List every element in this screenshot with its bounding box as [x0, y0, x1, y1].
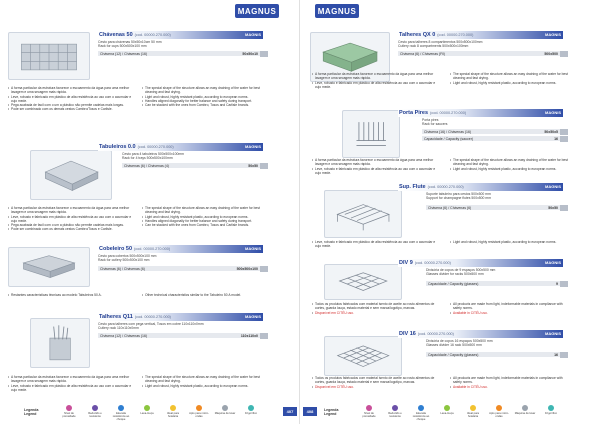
spec-label: Chávena (12) / Chávenas (16)	[100, 52, 148, 56]
pack-marker	[260, 333, 268, 339]
legend-swatch	[170, 405, 176, 411]
product-title-bar	[398, 259, 563, 267]
bullet: • Pega acabada de facil com o um a plástico não permite cadeias mais longas.	[8, 103, 136, 107]
bullet: • All products are made from light, indeformable materials in compliance with safety norms.	[450, 302, 572, 311]
desc-line: Glasses divider 16 rack 500x500 mm	[426, 343, 482, 348]
brand-logo-text: MAGNUS	[317, 6, 357, 16]
product-description	[398, 40, 563, 49]
spec-qty: 500x500	[544, 52, 558, 56]
bullet: • Light and robust, highly resistant plastic, according to european norms.	[450, 167, 572, 171]
legend-item	[358, 405, 380, 418]
desc-line: Divisória de copos 16 espaços 500x500 mm	[426, 339, 493, 343]
legend-item	[514, 405, 536, 415]
bullet: • The special shape of the structure allows an easy draining of the water for best cleaning and fast drying.	[142, 375, 268, 384]
product-ref: (cod. 00000.270.000)	[430, 111, 467, 115]
legend-text: Apto para micro-ondas	[189, 412, 209, 418]
legend-swatch	[522, 405, 528, 411]
bullets-en	[142, 293, 268, 297]
bullet: • Restantes características técnicas ao modelo Tabuleiros 50 A.	[8, 293, 136, 297]
product-brand: MAGNIS	[545, 331, 561, 336]
spec-row	[98, 50, 268, 56]
bullet: • Light and robust, highly resistant plastic, according to european norms.	[450, 240, 572, 244]
pack-marker	[560, 281, 568, 287]
bullets-en	[450, 376, 572, 389]
spec-qty: 50x50x5	[544, 130, 558, 134]
product-ref: (cod. 00000.270.000)	[134, 33, 171, 37]
brand-logo	[235, 4, 279, 18]
legend-item	[188, 405, 210, 418]
product-name: DIV 16	[399, 331, 416, 337]
bullet: • A forma particular da estrutura favorece o escoamento da água para uma melhor lavagem e uma secagem mais rápida.	[8, 375, 136, 384]
spec-label: Chávenas (6) / Chávenas (4)	[124, 164, 169, 168]
bullet: • Leve, robusto e fabricado em plástico de alta resistência ao uso com o acumular e cujo mede.	[312, 240, 440, 249]
product-ref: (cod. 00000.270.000)	[417, 332, 454, 336]
glass-divider-16-icon	[329, 341, 397, 371]
spec-row	[426, 280, 568, 286]
bullets-pt	[312, 240, 440, 249]
desc-line: Glasses divider for racks 500x500 mm	[426, 272, 484, 277]
legend-text: Lava-louça	[140, 412, 154, 415]
pack-marker	[260, 51, 268, 57]
legend-item	[384, 405, 406, 418]
page-number: 408	[303, 407, 317, 416]
legend-item	[410, 405, 432, 421]
legend-swatch	[366, 405, 372, 411]
bullet: • Leve, robusto e fabricado em plástico de alta resistência ao uso com o acumular e cujo mede.	[312, 81, 440, 90]
bullet: • Leve, robusto e fabricado em plástico de alta resistência ao uso com o acumular e cujo mede.	[8, 384, 136, 393]
legend-text: Apto para micro-ondas	[489, 412, 509, 418]
bullets-en	[450, 72, 572, 85]
product-image	[324, 264, 402, 300]
product-title-bar	[98, 245, 263, 253]
desc-line: Rack for saucers	[422, 122, 448, 127]
bullet: • Pega acabada de facil com o um a plástico não permite cadeias mais longas.	[8, 223, 136, 227]
product-brand: MAGNIS	[545, 260, 561, 265]
product-ref: (cod. 00000.270.000)	[414, 261, 451, 265]
bullet: • Other technical characteristics similar to the Tabuleiro 50 A model.	[142, 293, 268, 297]
legend-item	[162, 405, 184, 418]
bullet: • A forma particular da estrutura favorece o escoamento da água para uma melhor lavagem e uma secagem mais rápida.	[312, 158, 440, 167]
product-description	[98, 40, 263, 49]
bullets-pt	[312, 72, 440, 89]
bullet: • Handles aligned diagonally for better balance and safety during transport.	[142, 219, 268, 223]
bullet: • Disponível em CITÉU uso.	[312, 311, 440, 315]
product-ref: (cod. 00000.270.000)	[437, 33, 474, 37]
legend-text: Máquina de lavar	[214, 412, 236, 415]
spec-label: Chávenas (6) / Chávenas (6)	[100, 267, 145, 271]
desc-line: Cesto para talheres com pega vertical, Tosos em cobre 110x110x0mm	[98, 322, 204, 326]
product-description	[422, 118, 562, 127]
bullet: • Available in CITÉU uso.	[450, 311, 572, 315]
legend-item	[110, 405, 132, 421]
product-title-bar	[98, 313, 263, 321]
bullets-pt	[8, 293, 136, 297]
desc-line: Rack for cups 500x500x100 mm	[98, 44, 147, 49]
bullet: • Leve, robusto e fabricado em plástico de alta resistência ao uso com o acumular e cujo mede.	[312, 167, 440, 176]
bullet: • The special shape of the structure allows an easy draining of the water for best cleaning and fast drying.	[450, 72, 572, 81]
bullets-pt	[312, 376, 440, 389]
product-description	[98, 322, 263, 331]
product-brand: MAGNIS	[545, 32, 561, 37]
legend-text: Reduzido e resistente	[388, 412, 402, 418]
spec-qty: 16	[554, 353, 558, 357]
desc-line: Cesto para 4 tabuleiros 500x500x100mm	[122, 152, 185, 156]
spec-row	[98, 265, 268, 271]
bullet: • Can be stacked with the ones from Cambro, Tosos and Carlisle brands.	[142, 223, 268, 227]
legend-item	[488, 405, 510, 418]
legend-label-en: Legend	[24, 412, 37, 416]
spec-row	[426, 204, 568, 210]
spec-label: Chávena (6) / Chávenas (Fil)	[400, 52, 445, 56]
product-image	[324, 190, 402, 238]
product-description	[426, 192, 564, 201]
product-name: DIV 9	[399, 260, 413, 266]
bullet: • Light and robust, highly resistant plastic, according to european norms.	[142, 384, 268, 388]
cutlery-rack-icon	[13, 252, 85, 282]
flute-support-icon	[329, 196, 397, 233]
product-title-bar	[398, 183, 563, 191]
legend-label	[324, 408, 338, 416]
product-image	[30, 318, 90, 368]
desc-line: Support for champagne flutes 500x500 mm	[426, 196, 492, 201]
bullet: • Pode ser combinado com os demais cestos Cambro/Tosos e Carlisle.	[8, 107, 136, 111]
legend-swatch	[470, 405, 476, 411]
product-brand: MAGNIS	[245, 144, 261, 149]
spec-label: Capacidade / Capacity (saucer)	[424, 137, 474, 141]
desc-line: Cutlery rack 110x110x0mm	[98, 326, 139, 331]
product-image	[342, 110, 400, 158]
product-ref: (cod. 00000.270.000)	[427, 185, 464, 189]
legend-swatch	[548, 405, 554, 411]
product-description	[122, 152, 262, 161]
product-ref: (cod. 00000.270.000)	[134, 247, 171, 251]
bullets-pt	[8, 375, 136, 392]
product-title-bar	[98, 143, 263, 151]
legend-swatch	[118, 405, 124, 411]
bullet: • Leve, robusto e fabricado em plástico de alta resistência ao uso com o acumular e cujo mede.	[8, 215, 136, 224]
bullet: • Light and robust, highly resistant plastic, according to european norms.	[142, 95, 268, 99]
legend-item	[240, 405, 262, 415]
desc-line: Cutlery rack 8 compartments 500x500x100mm	[398, 44, 469, 49]
spec-qty: 50x50	[248, 164, 258, 168]
tray-rack-icon	[35, 156, 107, 194]
bullets-en	[142, 375, 268, 388]
product-name: Sup. Flute	[399, 184, 426, 190]
spec-row	[422, 128, 568, 134]
legend-item	[436, 405, 458, 415]
product-image	[8, 247, 90, 287]
cutlery-cylinder-icon	[34, 324, 86, 362]
saucer-rack-icon	[346, 116, 396, 153]
desc-line: Cesto para chávenas 50x50x10cm 50 mm	[98, 40, 162, 44]
spec-label: Capacidade / Capacity (glasses)	[428, 353, 479, 357]
bullet: • Can be stacked with the ones from Cambro, Tosos and Carlisle brands.	[142, 103, 268, 107]
legend-item	[58, 405, 80, 418]
legend-swatch	[418, 405, 424, 411]
legend-swatch	[92, 405, 98, 411]
spec-qty: 50x50	[548, 206, 558, 210]
product-name: Tabuleiros 0.0	[99, 144, 136, 150]
product-brand: MAGNIS	[545, 184, 561, 189]
bullet: • A forma particular da estrutura favorece o escoamento da água para uma melhor lavagem e uma secagem mais rápida.	[8, 206, 136, 215]
brand-logo-text: MAGNUS	[237, 6, 277, 16]
product-title-bar	[398, 31, 563, 39]
pack-marker	[260, 163, 268, 169]
bullets-pt	[8, 86, 136, 112]
bullets-pt	[312, 302, 440, 315]
desc-line: Divisória de copos de 9 espaços 500x500 mm	[426, 268, 496, 272]
pack-marker	[560, 352, 568, 358]
bullets-pt	[8, 206, 136, 232]
desc-line: Rack for cutlery 500x500x100 mm	[98, 258, 150, 263]
product-title-bar	[98, 31, 263, 39]
bullet: • Available in CITÉU uso.	[450, 385, 572, 389]
bullet: • Handles aligned diagonally for better balance and safety during transport.	[142, 99, 268, 103]
spec-qty: 500x500x100	[236, 267, 258, 271]
spec-row	[398, 50, 568, 56]
bullet: • Light and robust, highly resistant plastic, according to european norms.	[142, 215, 268, 219]
legend-swatch	[496, 405, 502, 411]
bullets-pt	[312, 158, 440, 175]
product-name: Talheres Q11	[99, 314, 133, 320]
bullet: • Disponível em CITÉU uso.	[312, 385, 440, 389]
legend-swatch	[222, 405, 228, 411]
legend-text: Elevada resistência ao choque	[112, 412, 130, 421]
bullets-en	[142, 86, 268, 107]
legend-text: Ideal para hotelaria	[167, 412, 179, 418]
bullet: • A forma particular da estrutura favorece o escoamento da água para uma melhor lavagem e uma secagem mais rápida.	[8, 86, 136, 95]
spec-label: Chávena (6) / Chávenas (6)	[428, 206, 472, 210]
legend-swatch	[392, 405, 398, 411]
product-title-bar	[398, 109, 563, 117]
desc-line: Cesto para cobertos 500x500x100 mm	[98, 254, 157, 258]
spec-qty: 50x50x10	[242, 52, 258, 56]
product-image	[8, 32, 90, 80]
spec-qty: 9	[556, 282, 558, 286]
bullet: • Pode ser combinado com os demais cestos Cambro/Tosos e Carlisle.	[8, 227, 136, 231]
spec-row	[98, 332, 268, 338]
bullets-en	[450, 158, 572, 171]
legend-text: Reduzido e resistente	[88, 412, 102, 418]
legend-text: Frigorífico	[245, 412, 257, 415]
desc-line: Suporte tabuleiro para cestos 500x500 mm	[426, 192, 491, 196]
spec-row	[422, 135, 568, 141]
legend-text: Máquina de lavar	[514, 412, 536, 415]
product-name: Porta Pires	[399, 110, 429, 116]
product-description	[98, 254, 263, 263]
pack-marker	[260, 266, 268, 272]
product-description	[426, 339, 564, 348]
spec-label: Chávena (12) / Chávenas (16)	[100, 334, 148, 338]
pack-marker	[560, 51, 568, 57]
bullet: • Light and robust, highly resistant plastic, according to european norms.	[450, 81, 572, 85]
legend-swatch	[444, 405, 450, 411]
product-brand: MAGNIS	[245, 246, 261, 251]
right-page	[300, 0, 600, 424]
brand-logo	[315, 4, 359, 18]
product-name: Chávenas 50	[99, 32, 133, 38]
desc-line: Cesto para talheres 8 compartimentos 500x500x100mm	[398, 40, 483, 44]
legend-label-en: Legend	[324, 412, 337, 416]
bullet: • The special shape of the structure allows an easy draining of the water for best cleaning and fast drying.	[142, 206, 268, 215]
legend-text: Ideal para hotelaria	[467, 412, 479, 418]
spec-row	[122, 162, 268, 168]
pack-marker	[560, 205, 568, 211]
product-image	[324, 336, 402, 376]
spec-row	[426, 351, 568, 357]
page-number: 407	[283, 407, 297, 416]
product-name: Talheres QX 0	[399, 32, 436, 38]
legend-text: Elevada resistência ao choque	[412, 412, 430, 421]
legend-text: Frigorífico	[545, 412, 557, 415]
bullet: • A forma particular da estrutura favorece o escoamento da água para uma melhor lavagem e uma secagem mais rápida.	[312, 72, 440, 81]
bullet: • All products are made from light, indeformable materials in compliance with safety norms.	[450, 376, 572, 385]
product-description	[426, 268, 564, 277]
bullet: • The special shape of the structure allows an easy draining of the water for best cleaning and fast drying.	[142, 86, 268, 95]
compartment-rack-icon	[315, 38, 385, 76]
spec-label: Chávena (16) / Chávenas (16)	[424, 130, 472, 134]
legend-item	[84, 405, 106, 418]
product-brand: MAGNIS	[245, 314, 261, 319]
legend-text: Lava-louça	[440, 412, 454, 415]
desc-line: Porta pires	[422, 118, 439, 122]
legend-text: Nível de porosidade	[362, 412, 376, 418]
legend-label	[24, 408, 38, 416]
legend-label-pt: Legenda	[324, 408, 339, 412]
legend-swatch	[248, 405, 254, 411]
bullets-en	[142, 206, 268, 227]
pack-marker	[560, 136, 568, 142]
dish-rack-icon	[13, 38, 85, 75]
bullet: • Todos os produtos fabricados com material isento de aceite ao rosto alimentos de cortes, guarda louça, estado material e sem marca/logotipo, marcas.	[312, 302, 440, 311]
product-name: Cobeleiro 50	[99, 246, 133, 252]
legend-label-pt: Legenda	[24, 408, 39, 412]
legend-text: Nível de porosidade	[62, 412, 76, 418]
legend-swatch	[196, 405, 202, 411]
legend-swatch	[66, 405, 72, 411]
legend-item	[136, 405, 158, 415]
bullets-en	[450, 302, 572, 315]
glass-divider-icon	[329, 268, 397, 295]
product-image	[30, 150, 112, 200]
desc-line: Rack for 4 trays 500x500x100mm	[122, 156, 173, 161]
legend-item	[540, 405, 562, 415]
legend-swatch	[144, 405, 150, 411]
spec-qty: 110x110x0	[240, 334, 258, 338]
legend-item	[214, 405, 236, 415]
bullet: • Todos os produtos fabricados com material isento de aceite ao rosto alimentos de cortes, guarda louça, estado material e sem marca/logotipo, marcas.	[312, 376, 440, 385]
product-ref: (cod. 00000.270.000)	[137, 145, 174, 149]
legend-item	[462, 405, 484, 418]
product-ref: (cod. 00000.270.000)	[134, 315, 171, 319]
product-title-bar	[398, 330, 563, 338]
product-brand: MAGNIS	[245, 32, 261, 37]
bullets-en	[450, 240, 572, 244]
bullet: • Leve, robusto e fabricado em plástico de alta resistência ao uso com o acumular e cujo mede.	[8, 95, 136, 104]
spec-label: Capacidade / Capacity (glasses)	[428, 282, 479, 286]
bullet: • The special shape of the structure allows an easy draining of the water for best cleaning and fast drying.	[450, 158, 572, 167]
spec-qty: 16	[554, 137, 558, 141]
product-brand: MAGNIS	[545, 110, 561, 115]
